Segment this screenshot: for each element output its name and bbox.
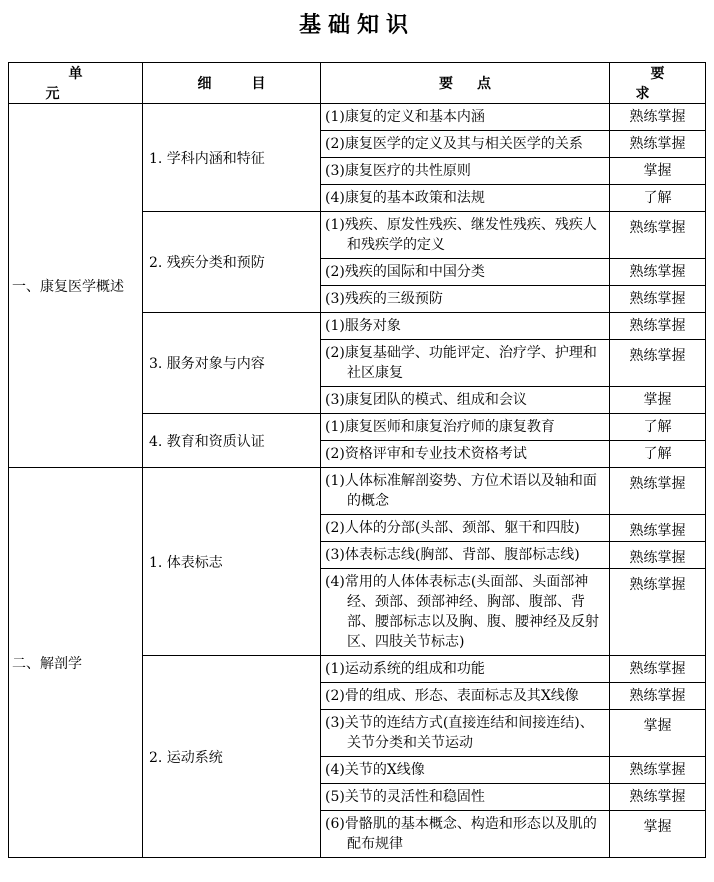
requirement-cell: 熟练掌握 <box>610 656 706 683</box>
requirement-cell: 了解 <box>610 185 706 212</box>
point-cell <box>321 158 610 185</box>
point-text: (3)体表标志线(胸部、背部、腹部标志线) <box>325 547 580 563</box>
point-cell <box>321 468 610 515</box>
detail-cell: 1. 学科内涵和特征 <box>143 104 321 212</box>
header-unit-label: 单元 <box>45 66 129 102</box>
table-row <box>9 468 706 515</box>
point-cell <box>321 811 610 858</box>
point-cell <box>321 340 610 387</box>
point-cell <box>321 104 610 131</box>
point-text: (3)康复医疗的共性原则 <box>325 163 471 179</box>
point-cell <box>321 313 610 340</box>
point-cell <box>321 212 610 259</box>
point-text: (1)康复医师和康复治疗师的康复教育 <box>325 419 555 435</box>
point-cell <box>321 259 610 286</box>
point-text: (4)常用的人体体表标志(头面部、头面部神经、颈部、颈部神经、胸部、腹部、背部、腰部标志以及胸、腹、腰神经及反射区、四肢关节标志) <box>325 574 599 650</box>
unit-cell: 一、康复医学概述 <box>9 104 143 468</box>
point-text: (1)康复的定义和基本内涵 <box>325 109 485 125</box>
header-points <box>321 63 610 104</box>
detail-cell: 2. 运动系统 <box>143 656 321 858</box>
requirement-cell: 熟练掌握 <box>610 468 706 515</box>
requirement-cell: 熟练掌握 <box>610 340 706 387</box>
point-text: (1)服务对象 <box>325 318 401 334</box>
point-text: (2)残疾的国际和中国分类 <box>325 264 485 280</box>
point-cell <box>321 441 610 468</box>
point-cell <box>321 656 610 683</box>
point-text: (3)残疾的三级预防 <box>325 291 443 307</box>
point-text: (1)残疾、原发性残疾、继发性残疾、残疾人和残疾学的定义 <box>325 217 597 253</box>
requirement-cell: 掌握 <box>610 158 706 185</box>
header-detail <box>143 63 321 104</box>
point-cell <box>321 414 610 441</box>
requirement-cell: 熟练掌握 <box>610 212 706 259</box>
requirement-cell: 熟练掌握 <box>610 286 706 313</box>
point-text: (4)康复的基本政策和法规 <box>325 190 485 206</box>
requirement-cell: 熟练掌握 <box>610 569 706 656</box>
point-text: (3)康复团队的模式、组成和会议 <box>325 392 527 408</box>
header-detail-label: 细目 <box>197 76 306 92</box>
detail-cell: 2. 残疾分类和预防 <box>143 212 321 313</box>
requirement-cell: 熟练掌握 <box>610 313 706 340</box>
unit-cell: 二、解剖学 <box>9 468 143 858</box>
requirement-cell: 熟练掌握 <box>610 542 706 569</box>
requirement-cell: 掌握 <box>610 811 706 858</box>
syllabus-table-container <box>8 62 705 858</box>
point-text: (2)资格评审和专业技术资格考试 <box>325 446 527 462</box>
requirement-cell: 掌握 <box>610 710 706 757</box>
requirement-cell: 熟练掌握 <box>610 131 706 158</box>
point-text: (2)康复医学的定义及其与相关医学的关系 <box>325 136 583 152</box>
point-text: (1)人体标准解剖姿势、方位术语以及轴和面的概念 <box>325 473 597 509</box>
point-cell <box>321 710 610 757</box>
header-requirement <box>610 63 706 104</box>
table-row <box>9 104 706 131</box>
page-title: 基础知识 <box>298 13 415 38</box>
point-text: (5)关节的灵活性和稳固性 <box>325 789 485 805</box>
requirement-cell: 了解 <box>610 441 706 468</box>
point-cell <box>321 757 610 784</box>
point-text: (2)康复基础学、功能评定、治疗学、护理和社区康复 <box>325 345 597 381</box>
requirement-cell: 熟练掌握 <box>610 757 706 784</box>
header-requirement-label: 要求 <box>635 66 695 102</box>
point-cell <box>321 569 610 656</box>
point-cell <box>321 185 610 212</box>
point-cell <box>321 515 610 542</box>
point-text: (6)骨骼肌的基本概念、构造和形态以及肌的配布规律 <box>325 816 597 852</box>
point-text: (3)关节的连结方式(直接连结和间接连结)、关节分类和关节运动 <box>325 715 594 751</box>
point-cell <box>321 387 610 414</box>
requirement-cell: 了解 <box>610 414 706 441</box>
requirement-cell: 熟练掌握 <box>610 784 706 811</box>
point-cell <box>321 683 610 710</box>
requirement-cell: 熟练掌握 <box>610 683 706 710</box>
requirement-cell: 熟练掌握 <box>610 104 706 131</box>
point-cell <box>321 286 610 313</box>
point-cell <box>321 542 610 569</box>
table-header-row <box>9 63 706 104</box>
detail-cell: 1. 体表标志 <box>143 468 321 656</box>
header-points-label: 要点 <box>439 76 515 92</box>
requirement-cell: 熟练掌握 <box>610 259 706 286</box>
point-text: (4)关节的X线像 <box>325 762 425 778</box>
table-body <box>9 104 706 858</box>
header-unit <box>9 63 143 104</box>
detail-cell: 4. 教育和资质认证 <box>143 414 321 468</box>
point-text: (2)骨的组成、形态、表面标志及其X线像 <box>325 688 579 704</box>
point-text: (2)人体的分部(头部、颈部、躯干和四肢) <box>325 520 580 536</box>
point-text: (1)运动系统的组成和功能 <box>325 661 485 677</box>
syllabus-table <box>8 62 706 858</box>
point-cell <box>321 784 610 811</box>
detail-cell: 3. 服务对象与内容 <box>143 313 321 414</box>
point-cell <box>321 131 610 158</box>
requirement-cell: 掌握 <box>610 387 706 414</box>
requirement-cell: 熟练掌握 <box>610 515 706 542</box>
